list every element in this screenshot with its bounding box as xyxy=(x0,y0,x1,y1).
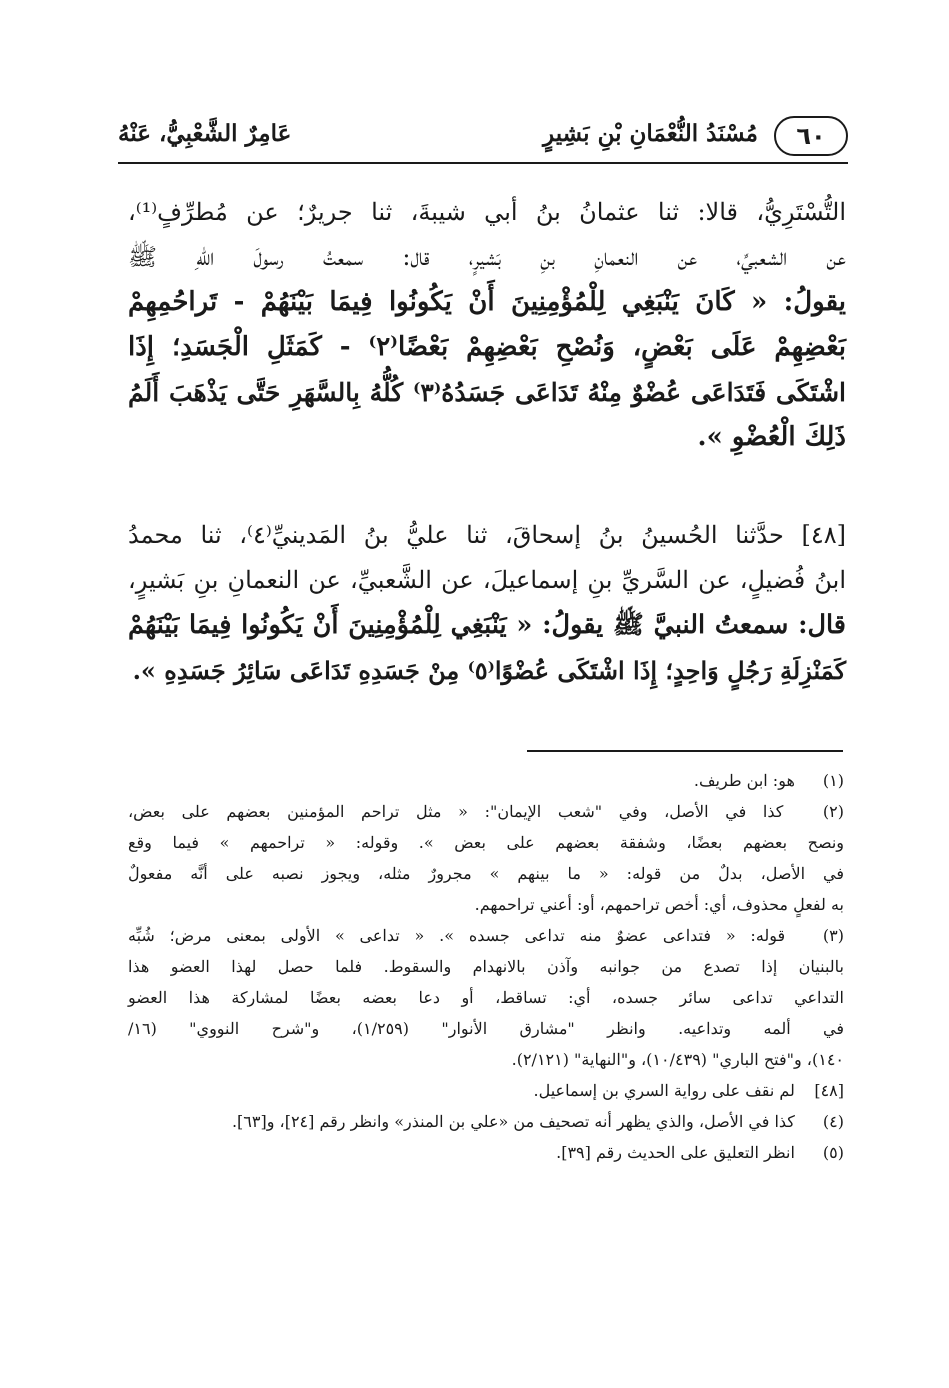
footnote-text: هو: ابن طريف. xyxy=(693,771,795,790)
paragraph-2 xyxy=(128,513,846,693)
text-line: يقولُ: « كَانَ يَنْبَغِي لِلْمُؤْمِنِينَ أَنْ يَكُونُوا فِيمَا بَيْنَهُمْ - تَراحُمِهِمْ xyxy=(128,287,846,317)
text-line: قال: سمعتُ النبيَّ ﷺ يقولُ: « يَنْبَغِي لِلْمُؤْمِنِينَ أَنْ يَكُونُوا فِيمَا بَيْنَهُمْ xyxy=(128,610,846,640)
text-line: ذَلِكَ الْعُضْوِ ». xyxy=(697,422,846,452)
footnote-text: قوله: « فتداعى عضوٌ منه تداعى جسده ». « تداعى » الأولى بمعنى مرض؛ شُبِّه xyxy=(128,926,786,945)
footnote-text: كذا في الأصل، والذي يظهر أنه تصحيف من «علي بن المنذر» وانظر رقم [٢٤]، و[٦٣]. xyxy=(231,1112,795,1131)
footnote-number: (٢) xyxy=(822,802,845,821)
page-number: ٦٠ xyxy=(774,116,848,156)
footnote-line: التداعي تداعى سائر جسده، أي: تساقط، أو دعا بعضه بعضًا لمشاركة هذا العضو xyxy=(128,988,844,1007)
running-title: مُسْنَدُ النُّعْمَانِ بْنِ بَشِيرٍ xyxy=(543,120,758,147)
footnote-text: انظر التعليق على الحديث رقم [٣٩]. xyxy=(556,1143,795,1162)
footnote-line: ونصح بعضهم بعضًا، وشفقة بعضهم على بعض ». وقوله: « تراحمهم » فيما وقع xyxy=(128,833,844,852)
text-line: التُّسْتَرِيُّ، قالا: ثنا عثمانُ بنُ أبي شيبةَ، ثنا جريرٌ؛ عن مُطرِّفٍ⁽¹⁾، xyxy=(128,198,846,226)
footnote-text: لم نقف على رواية السري بن إسماعيل. xyxy=(533,1081,795,1100)
footnote-line: ١٤٠)، و"فتح الباري" (١٠/٤٣٩)، و"النهاية" (٢/١٢١). xyxy=(511,1050,844,1069)
header-rule xyxy=(118,162,848,164)
running-header xyxy=(118,112,848,168)
footnote-number: (٥) xyxy=(822,1143,844,1162)
footnote-line: به لفعلٍ محذوف، أي: أخص تراحمهم، أو: أعني تراحمهم. xyxy=(474,895,844,914)
footnote-number: (١) xyxy=(822,771,844,790)
text-line: اشْتَكَى فَتَدَاعَى عُضْوٌ مِنْهُ تَدَاعَى جَسَدُهُ⁽٣⁾ كُلُّهُ بِالسَّهَرِ حَتَّى يَذْهَبَ أَلَمُ xyxy=(128,378,846,407)
footnote-line xyxy=(128,1106,844,1137)
running-subtitle: عَامِرٌ الشَّعْبِيُّ، عَنْهُ xyxy=(118,120,292,147)
text-line: [٤٨] حدَّثنا الحُسينُ بنُ إسحاقَ، ثنا عليُّ بنُ المَدينيِّ⁽٤⁾، ثنا محمدُ xyxy=(128,521,846,549)
footnote-line xyxy=(128,1137,844,1168)
footnotes xyxy=(128,765,844,1168)
text-line: بَعْضِهِمْ عَلَى بَعْضٍ، وَنُصْحِ بَعْضِهِمْ بَعْضًا⁽٢⁾ - كَمَثَلِ الْجَسَدِ؛ إِذَا xyxy=(128,332,847,362)
footnote-number: (٤) xyxy=(822,1112,844,1131)
footnote-line: في ألمه وتداعيه. وانظر "مشارق الأنوار" (١/٢٥٩)، و"شرح النووي" (١٦/ xyxy=(128,1019,845,1038)
footnote-line: في الأصل، بدلٌ من قوله: « ما بينهم » مجرورٌ مثله، ويجوز نصبه على أنَّه مفعولٌ xyxy=(128,864,844,883)
footnote-number: (٣) xyxy=(822,926,844,945)
text-line: ابنُ فُضيلٍ، عن السَّريِّ بنِ إسماعيلَ، عن الشَّعبيِّ، عن النعمانِ بنِ بَشيرٍ، xyxy=(128,566,846,594)
footnote-line: بالبنيان إذا تصدع من جوانبه وآذن بالانهدام والسقوط. فلما حصل لهذا العضو هذا xyxy=(128,957,844,976)
footnote-line xyxy=(128,765,844,796)
footnote-line xyxy=(128,796,844,827)
paragraph-1 xyxy=(128,190,846,460)
footnote-line xyxy=(128,1075,844,1106)
footnote-rule xyxy=(527,750,843,752)
footnote-number: [٤٨] xyxy=(814,1081,844,1100)
footnote-line xyxy=(128,920,844,951)
text-line: كَمَنْزِلَةِ رَجُلٍ وَاحِدٍ؛ إِذَا اشْتَكَى عُضْوًا⁽٥⁾ مِنْ جَسَدِهِ تَدَاعَى سَائِرُ جَسَدِهِ ». xyxy=(132,656,846,685)
text-line: عن الشعبيِّ، عن النعمانِ بنِ بَشيرٍ، قال: سمعتُ رسولَ اللهِ ﷺ xyxy=(128,243,846,271)
footnote-text: كذا في الأصل، وفي "شعب الإيمان": « مثل تراحم المؤمنين بعضهم على بعض، xyxy=(128,802,784,821)
